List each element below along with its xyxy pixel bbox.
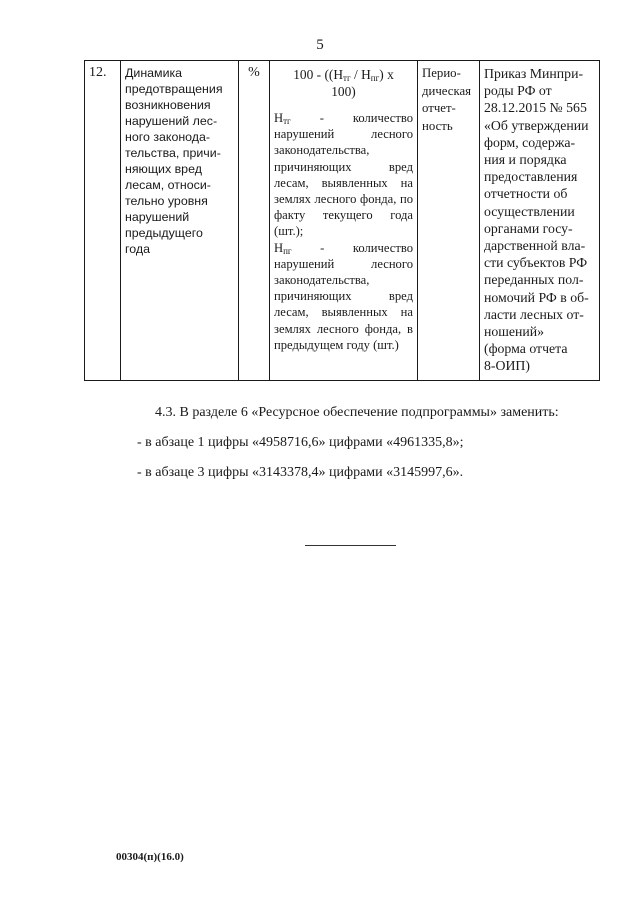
formula-definition-previous: $Н_{пг}$ - количество нарушений лесного законодательства, причиняющих вред лесам, выявленных на землях лесного фонда, в предыдущем году (шт.) xyxy=(274,240,413,352)
indicators-table xyxy=(84,60,600,381)
periodicity: Перио- дическая отчет- ность xyxy=(418,61,480,381)
replacement-paragraph-3: - в абзаце 3 цифры «3143378,4» цифрами «3145997,6». xyxy=(137,465,464,480)
formula-expression: $100 - ((Н_{тг} / Н_{пг})$ х 100) xyxy=(293,67,394,99)
row-number: 12. xyxy=(85,61,121,381)
indicator-name: Динамика предотвращения возникновения нарушений лес- ного законода- тельства, причи- няющих вред лесам, относи- тельно уровня нарушений предыдущего года xyxy=(121,61,239,381)
formula-definition-current: $Н_{тг}$ - количество нарушений лесного законодательства, причиняющих вред лесам, выявленных на землях лесного фонда, по факту текущего года (шт.); xyxy=(274,111,413,239)
calculation-formula xyxy=(270,61,418,381)
replacement-paragraph-1: - в абзаце 1 цифры «4958716,6» цифрами «4961335,8»; xyxy=(137,435,464,450)
section-heading-paragraph: 4.3. В разделе 6 «Ресурсное обеспечение подпрограммы» заменить: xyxy=(155,405,559,420)
table-row xyxy=(85,61,600,381)
data-source: Приказ Минпри- роды РФ от 28.12.2015 № 565 «Об утверждении форм, содержа- ния и порядка предоставления отчетности об осуществлении органами госу- дарственной вла- сти субъектов РФ переданных пол- номочий РФ в об- ласти лесных от- ношений» (форма отчета 8-ОИП) xyxy=(480,61,600,381)
end-divider xyxy=(305,545,396,546)
unit-of-measure: % xyxy=(239,61,270,381)
document-code: 00304(п)(16.0) xyxy=(116,851,184,863)
page-number: 5 xyxy=(316,37,324,53)
